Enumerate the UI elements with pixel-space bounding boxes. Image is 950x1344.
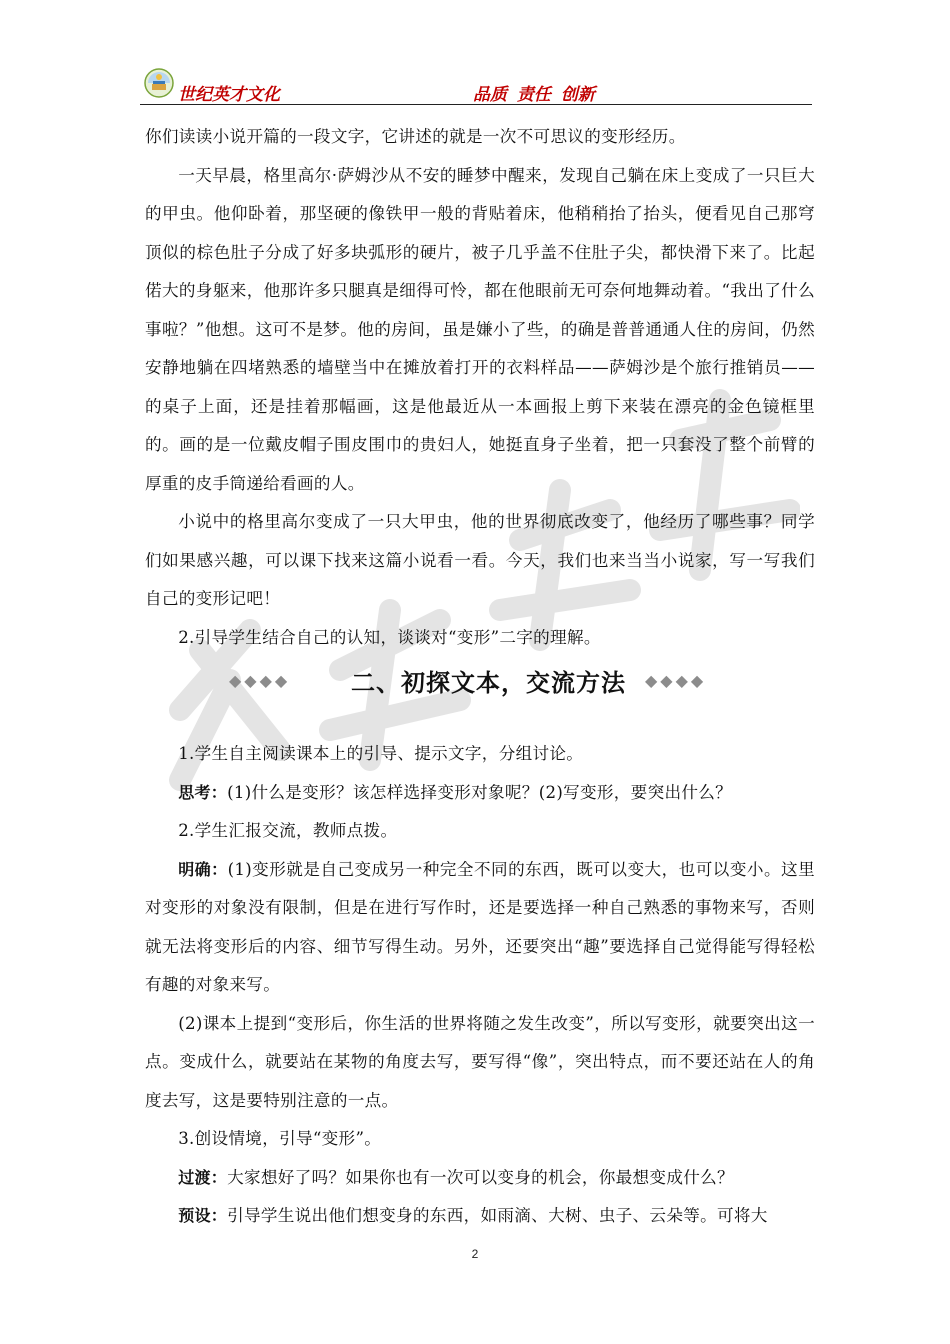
- page-header: [140, 66, 812, 106]
- section-title: 二、初探文本，交流方法: [351, 669, 626, 697]
- label-preset: 预设：: [178, 1206, 228, 1225]
- paragraph-step-3: 3.创设情境，引导“变形”。: [178, 1129, 382, 1148]
- paragraph-summary: 小说中的格里高尔变成了一只大甲虫，他的世界彻底改变了，他经历了哪些事？同学们如果感兴趣，可以课下找来这篇小说看一看。今天，我们也来当当小说家，写一写我们自己的变形记吧！: [145, 512, 815, 608]
- preset-text: 引导学生说出他们想变身的东西，如雨滴、大树、虫子、云朵等。可将大: [227, 1206, 768, 1225]
- label-clarify: 明确：: [178, 859, 228, 879]
- header-slogan: 品质 责任 创新: [473, 85, 595, 105]
- paragraph-clarify: [145, 851, 815, 1005]
- section-heading: [145, 657, 815, 735]
- brand-name: 世纪英才文化: [178, 85, 280, 105]
- paragraph-intro: 你们读读小说开篇的一段文字，它讲述的就是一次不可思议的变形经历。: [145, 127, 686, 146]
- diamonds-left: ◆◆◆◆: [229, 671, 291, 690]
- paragraph-think: [145, 774, 815, 813]
- paragraph-step-1: 1.学生自主阅读课本上的引导、提示文字，分组讨论。: [178, 744, 584, 763]
- paragraph-report: 2.学生汇报交流，教师点拨。: [178, 821, 398, 840]
- label-transition: 过渡：: [178, 1167, 228, 1187]
- clarify-text: (1)变形就是自己变成另一种完全不同的东西，既可以变大，也可以变小。这里对变形的对象没有限制，但是在进行写作时，还是要选择一种自己熟悉的事物来写，否则就无法将变形后的内容、细节写得生动。另外，还要突出“趣”要选择自己觉得能写得轻松有趣的对象来写。: [145, 859, 815, 994]
- label-think: 思考：: [178, 782, 228, 802]
- header-rule: [140, 104, 812, 105]
- document-body: [145, 118, 815, 1236]
- paragraph-step-2: 2.引导学生结合自己的认知，谈谈对“变形”二字的理解。: [178, 627, 601, 647]
- transition-text: 大家想好了吗？如果你也有一次可以变身的机会，你最想变成什么？: [227, 1167, 734, 1187]
- paragraph-preset: [145, 1197, 815, 1236]
- paragraph-transition: [145, 1159, 815, 1198]
- paragraph-clarify-2: (2)课本上提到“变形后，你生活的世界将随之发生改变”，所以写变形，就要突出这一点。变成什么，就要站在某物的角度去写，要写得“像”，突出特点，而不要还站在人的角度去写，这是要特别注意的一点。: [145, 1013, 815, 1110]
- logo-icon: [144, 68, 174, 98]
- think-text: (1)什么是变形？该怎样选择变形对象呢？(2)写变形，要突出什么？: [227, 782, 733, 802]
- diamonds-right: ◆◆◆◆: [645, 671, 707, 690]
- page-number: 2: [471, 1247, 479, 1261]
- paragraph-excerpt: 一天早晨，格里高尔·萨姆沙从不安的睡梦中醒来，发现自己躺在床上变成了一只巨大的甲虫。他仰卧着，那坚硬的像铁甲一般的背贴着床，他稍稍抬了抬头，便看见自己那穹顶似的棕色肚子分成了好多块弧形的硬片，被子几乎盖不住肚子尖，都快滑下来了。比起偌大的身躯来，他那许多只腿真是细得可怜，都在他眼前无可奈何地舞动着。“我出了什么事啦？”他想。这可不是梦。他的房间，虽是嫌小了些，的确是普普通通人住的房间，仍然安静地躺在四堵熟悉的墙壁当中在摊放着打开的衣料样品——萨姆沙是个旅行推销员——的桌子上面，还是挂着那幅画，这是他最近从一本画报上剪下来装在漂亮的金色镜框里的。画的是一位戴皮帽子围皮围巾的贵妇人，她挺直身子坐着，把一只套没了整个前臂的厚重的皮手筒递给看画的人。: [145, 165, 815, 493]
